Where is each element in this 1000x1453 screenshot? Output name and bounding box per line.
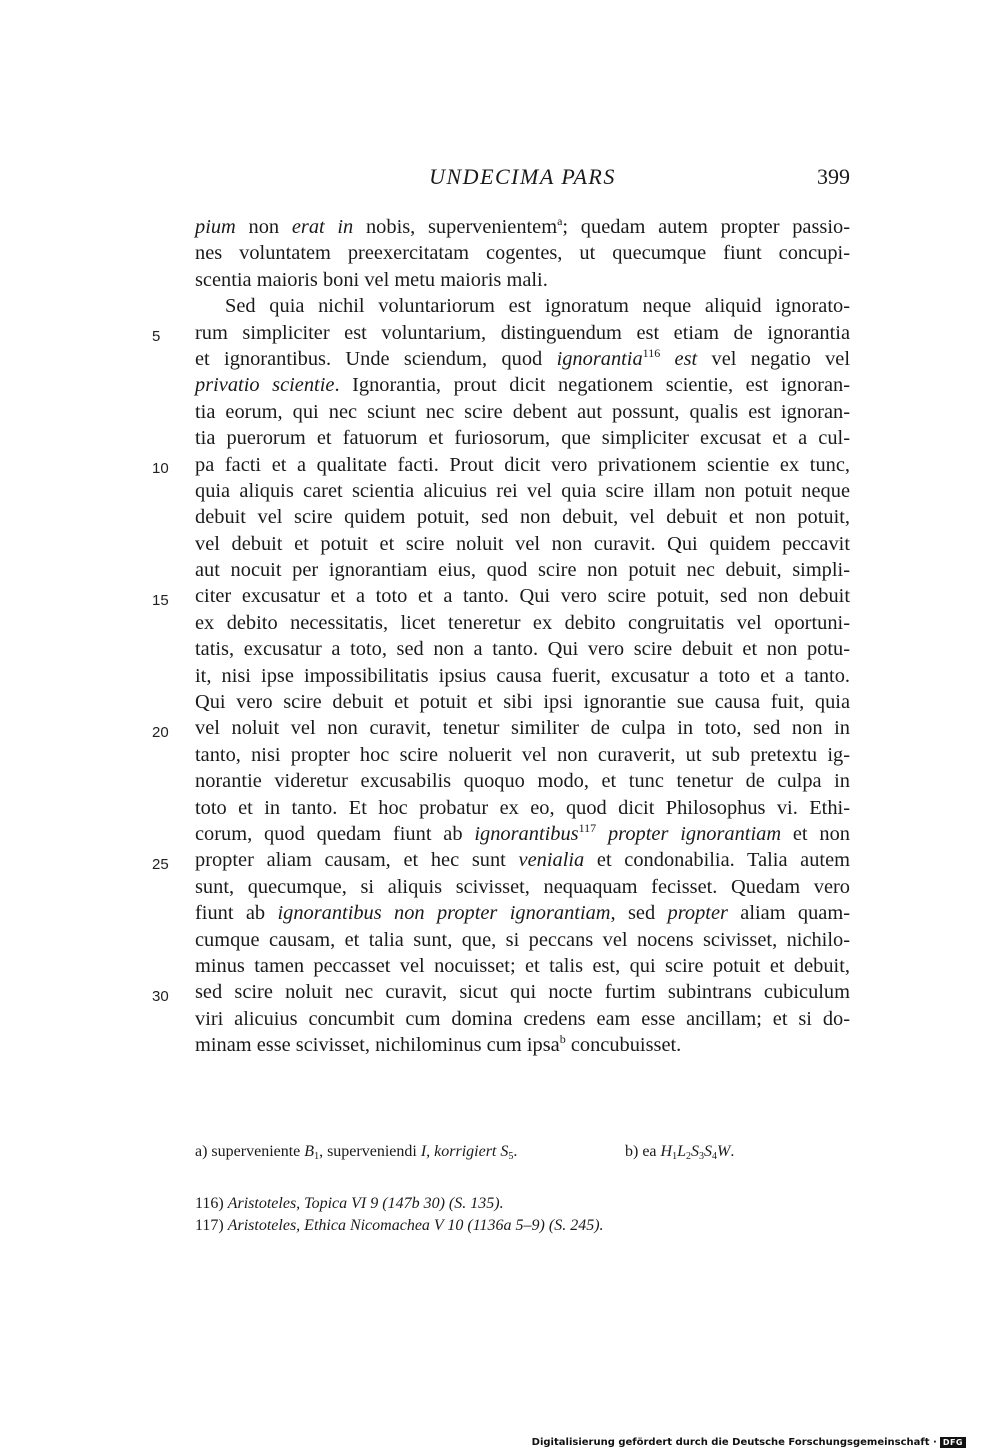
line-number: 15	[152, 592, 169, 609]
digitization-credit: Digitalisierung gefördert durch die Deutsche Forschungsgemeinschaft · DFG	[532, 1437, 966, 1448]
text-line: norantie videretur excusabilis quoquo modo, et tunc tenetur de culpa in	[195, 770, 850, 793]
text-line: tia puerorum et fatuorum et furiosorum, que simpliciter excusat et a cul-	[195, 427, 850, 450]
text-line: quia aliquis caret scientia alicuius rei vel quia scire illam non potuit neque	[195, 479, 850, 502]
text-line: cumque causam, et talia sunt, que, si peccans vel nocens scivisset, nichilo-	[195, 928, 850, 951]
main-text	[195, 214, 850, 1059]
text-line: corum, quod quedam fiunt ab ignorantibus$^{117}$ propter ignorantiam et non	[195, 820, 851, 845]
apparatus-note-a: a) superveniente $B_1$, superveniendi I, korrigiert $S_5$.	[195, 1143, 518, 1162]
text-line: pium non erat in nobis, supervenientem$^a$; quedam autem propter passio-	[195, 214, 850, 238]
text-line: privatio scientie. Ignorantia, prout dicit negationem scientie, est ignoran-	[195, 374, 850, 397]
text-line: fiunt ab ignorantibus non propter ignorantiam, sed propter aliam quam-	[195, 902, 851, 925]
footnote-117: 117) Aristoteles, Ethica Nicomachea V 10 (1136a 5–9) (S. 245).	[195, 1217, 604, 1234]
text-line: vel noluit vel non curavit, tenetur similiter de culpa in toto, sed non in	[195, 717, 850, 740]
text-line: et ignorantibus. Unde sciendum, quod ignorantia$^{116}$ est vel negatio vel	[195, 345, 851, 370]
text-line: pa facti et a qualitate facti. Prout dicit vero privationem scientie ex tunc,	[195, 453, 850, 476]
page-number: 399	[817, 164, 850, 189]
text-line: minus tamen peccasset vel nocuisset; et talis est, qui scire potuit et debuit,	[195, 954, 850, 977]
apparatus-marker: b	[559, 1032, 566, 1047]
line-number: 30	[152, 988, 169, 1005]
dfg-logo-icon: DFG	[940, 1437, 966, 1448]
line-number: 20	[152, 724, 169, 741]
text-line: sunt, quecumque, si aliquis scivisset, nequaquam fecisset. Quedam vero	[195, 875, 850, 898]
text-line: tanto, nisi propter hoc scire noluerit vel non curaverit, ut sub pretextu ig-	[195, 743, 850, 766]
text-line: toto et in tanto. Et hoc probatur ex eo, quod dicit Philosophus vi. Ethi-	[195, 796, 850, 819]
text-line: Sed quia nichil voluntariorum est ignoratum neque aliquid ignorato-	[225, 295, 850, 318]
running-head-title: UNDECIMA PARS	[429, 164, 616, 189]
footnote-marker: 117	[578, 820, 597, 835]
text-line: debuit vel scire quidem potuit, sed non debuit, vel debuit et non potuit,	[195, 506, 850, 529]
text-line: nes voluntatem preexercitatam cogentes, ut quecumque fiunt concupi-	[195, 242, 850, 265]
text-line: viri alicuius concumbit cum domina credens eam esse ancillam; et si do-	[195, 1007, 850, 1030]
text-line: Qui vero scire debuit et potuit et sibi ipsi ignorantie sue causa fuit, quia	[195, 691, 850, 714]
line-number: 5	[152, 328, 161, 345]
critical-apparatus	[195, 1141, 855, 1163]
line-number: 10	[152, 460, 169, 477]
text-line: sed scire noluit nec curavit, sicut qui nocte furtim subintrans cubiculum	[195, 981, 850, 1004]
text-line: rum simpliciter est voluntarium, distinguendum est etiam de ignorantia	[195, 321, 850, 344]
footnote-116: 116) Aristoteles, Topica VI 9 (147b 30) (S. 135).	[195, 1195, 504, 1212]
text-line: tatis, excusatur a toto, sed non a tanto. Qui vero scire debuit et non potu-	[195, 638, 850, 661]
text-line: minam esse scivisset, nichilominus cum ipsa$^b$ concubuisset.	[195, 1032, 682, 1057]
source-footnotes	[195, 1193, 855, 1237]
text-line: citer excusatur et a toto et a tanto. Qui vero scire potuit, sed non debuit	[195, 585, 850, 608]
text-line: tia eorum, qui nec sciunt nec scire debent aut possunt, qualis est ignoran-	[195, 400, 850, 423]
line-number: 25	[152, 856, 169, 873]
apparatus-note-b: b) ea $H_1L_2S_3S_4W$.	[625, 1143, 735, 1162]
text-line: propter aliam causam, et hec sunt venialia et condonabilia. Talia autem	[195, 849, 850, 872]
text-line: ex debito necessitatis, licet teneretur ex debito congruitatis vel oportuni-	[195, 611, 850, 634]
apparatus-marker: a	[557, 214, 563, 228]
text-line: vel debuit et potuit et scire noluit vel non curavit. Qui quidem peccavit	[195, 532, 850, 555]
text-line: aut nocuit per ignorantiam eius, quod scire non potuit nec debuit, simpli-	[195, 559, 850, 582]
text-line: it, nisi ipse impossibilitatis ipsius causa fuerit, excusatur a toto et a tanto.	[195, 664, 850, 687]
footnote-marker: 116	[642, 345, 661, 360]
text-line: scentia maioris boni vel metu maioris mali.	[195, 268, 548, 291]
